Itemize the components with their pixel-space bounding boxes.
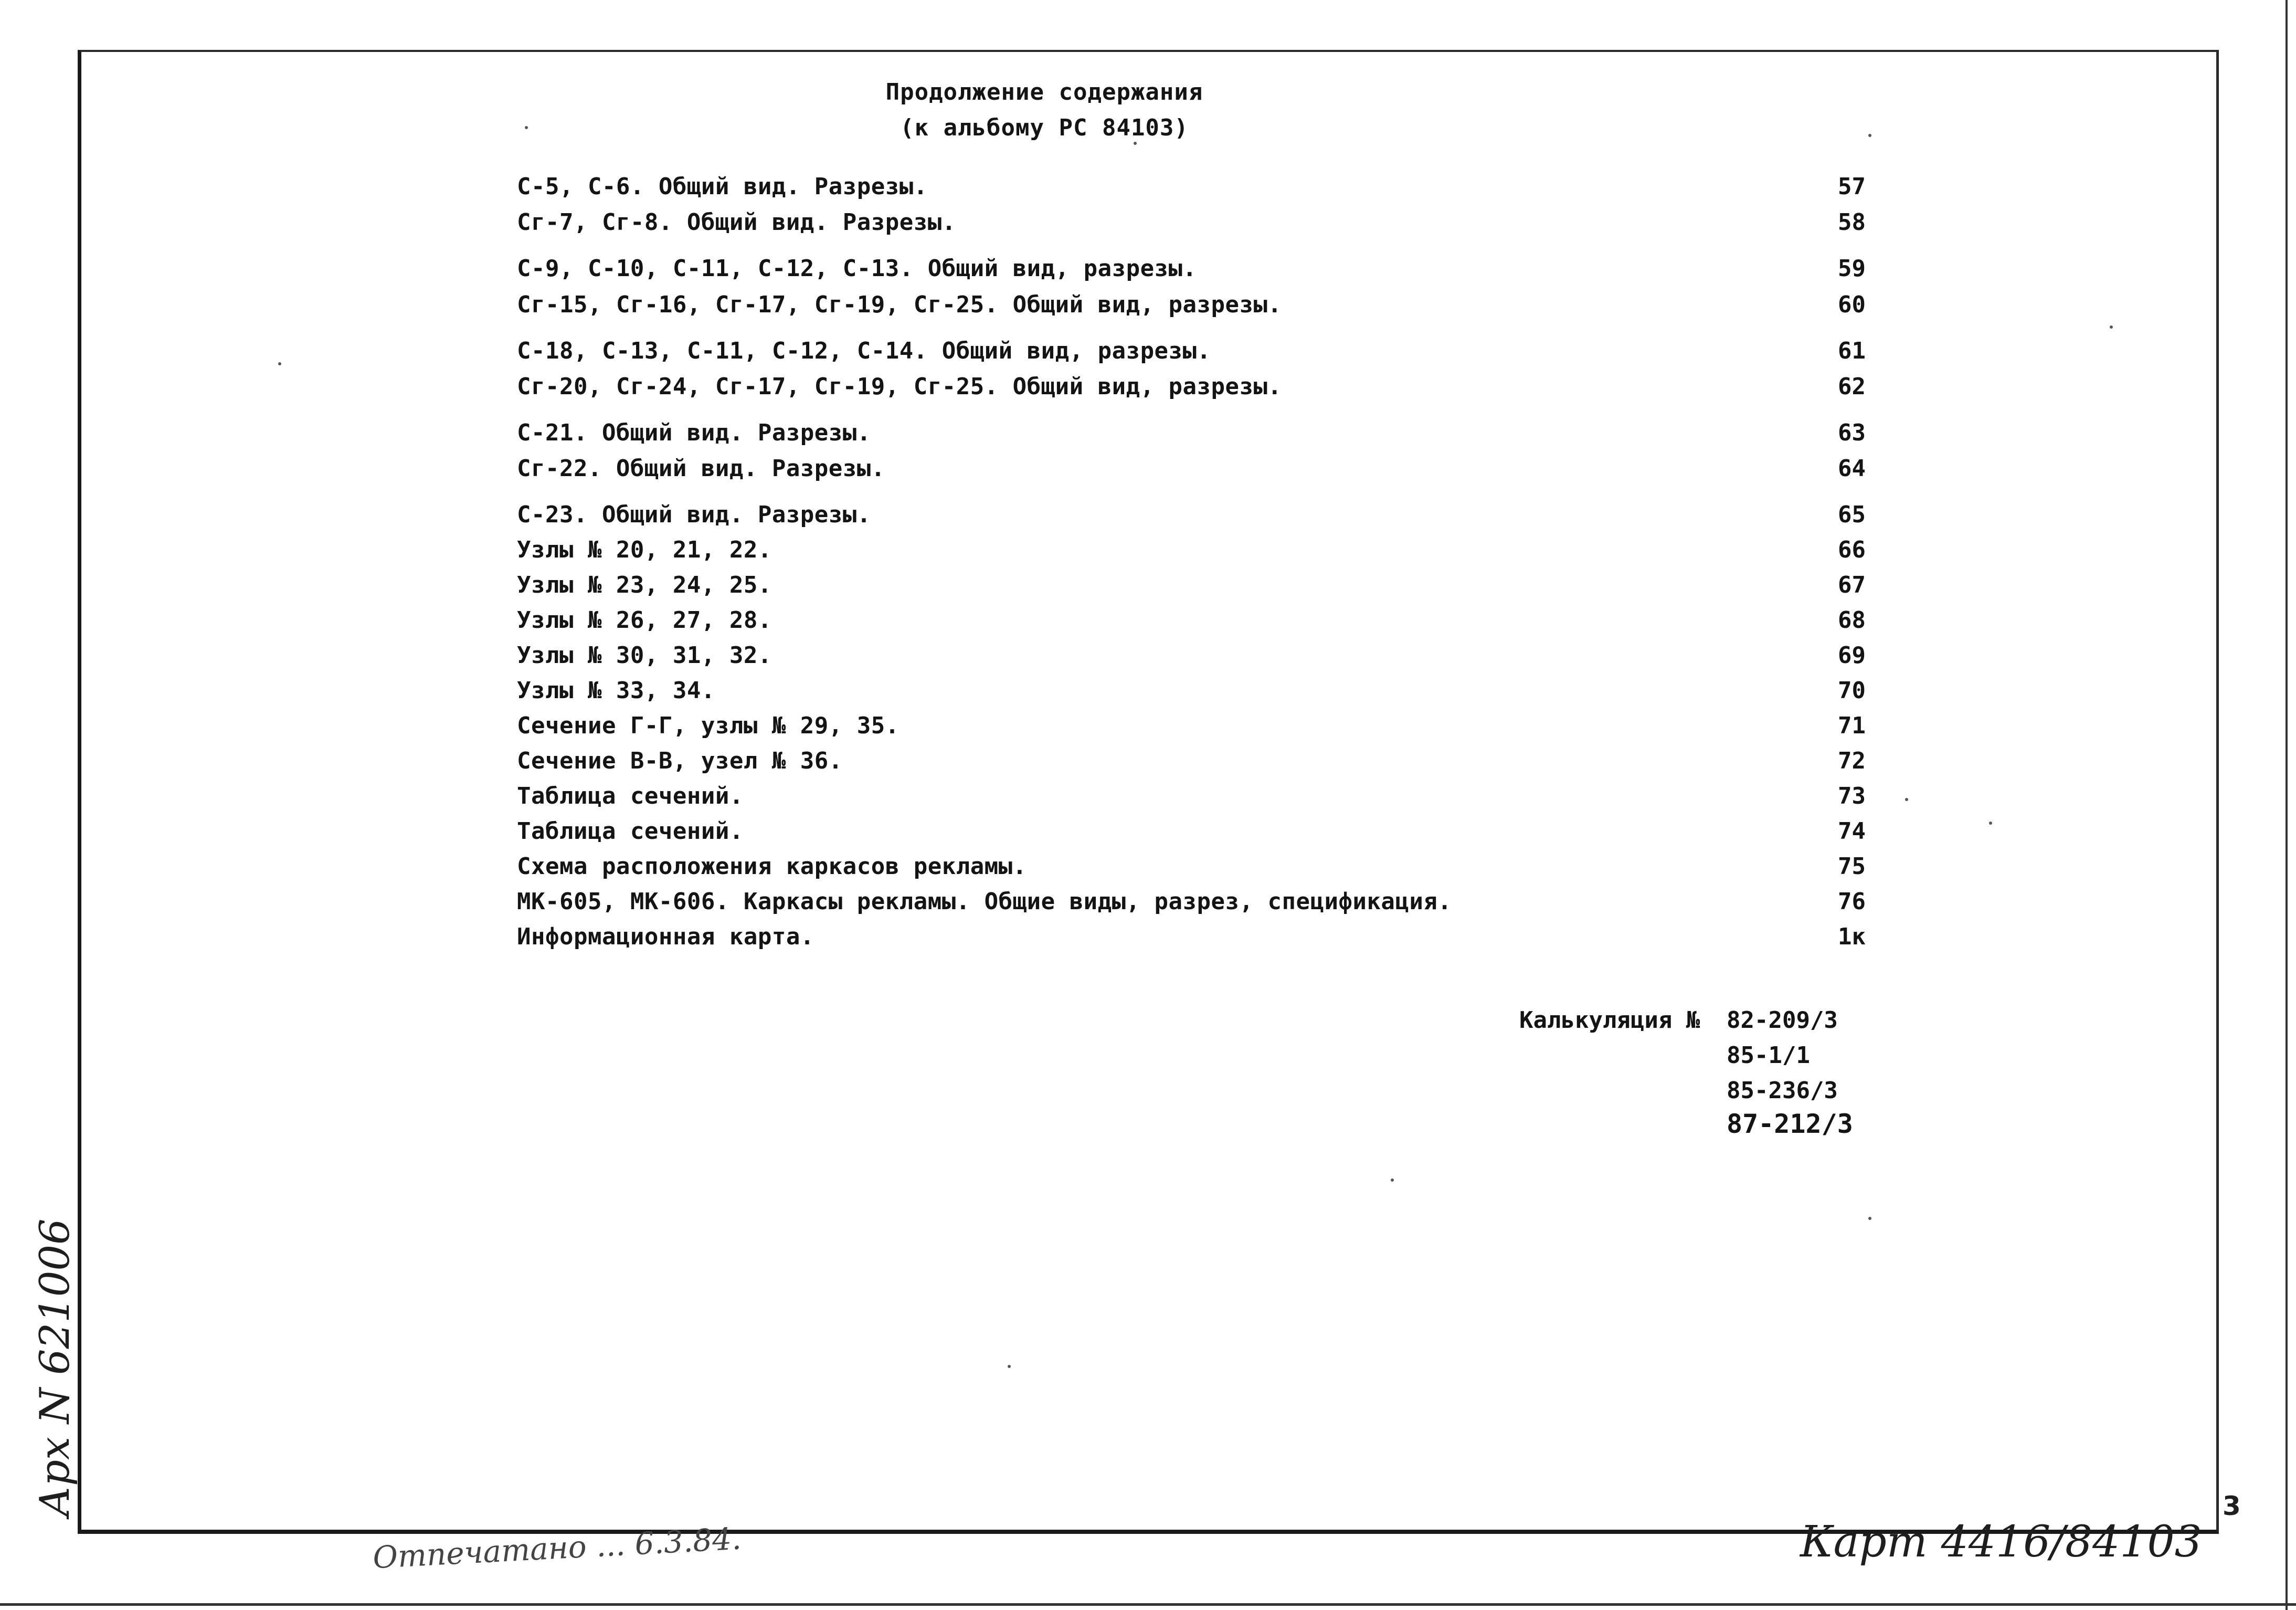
toc-row [517, 291, 1866, 325]
toc-text: С-23. Общий вид. Разрезы. [517, 501, 871, 528]
toc-text: Информационная карта. [517, 923, 814, 950]
toc-page: 63 [1838, 419, 1866, 446]
toc-row [517, 373, 1866, 407]
toc-text: С-21. Общий вид. Разрезы. [517, 419, 871, 446]
scan-speck [1134, 142, 1137, 145]
toc-text: Сг-7, Сг-8. Общий вид. Разрезы. [517, 209, 956, 236]
toc-page: 73 [1838, 783, 1866, 809]
scan-speck [1905, 798, 1908, 801]
scan-speck [1008, 1365, 1011, 1368]
heading-line-2: (к альбому РС 84103) [900, 114, 1189, 141]
toc-page: 59 [1838, 255, 1866, 282]
toc-page: 58 [1838, 209, 1866, 236]
toc-page: 65 [1838, 501, 1866, 528]
toc-row [517, 338, 1866, 371]
toc-text: С-5, С-6. Общий вид. Разрезы. [517, 173, 928, 200]
toc-text: Таблица сечений. [517, 783, 744, 809]
toc-row [517, 173, 1866, 207]
toc-page: 67 [1838, 572, 1866, 598]
toc-page: 72 [1838, 748, 1866, 774]
card-number-handwritten: Карт 4416/84103 [1800, 1517, 2202, 1567]
toc-text: Узлы № 33, 34. [517, 677, 715, 704]
scan-speck [1391, 1178, 1394, 1182]
scan-speck [2110, 325, 2113, 329]
toc-text: Сг-15, Сг-16, Сг-17, Сг-19, Сг-25. Общий вид, разрезы. [517, 291, 1282, 318]
toc-row [517, 712, 1866, 746]
toc-text: С-9, С-10, С-11, С-12, С-13. Общий вид, разрезы. [517, 255, 1197, 282]
toc-row [517, 818, 1866, 851]
sheet-edge-bottom [0, 1603, 2296, 1606]
toc-page: 57 [1838, 173, 1866, 200]
calculation-number: 82-209/3 [1727, 1007, 1838, 1034]
toc-page: 61 [1838, 338, 1866, 364]
heading-line-1: Продолжение содержания [885, 79, 1203, 106]
toc-page: 60 [1838, 291, 1866, 318]
toc-row [517, 923, 1866, 957]
toc-text: Узлы № 20, 21, 22. [517, 536, 772, 563]
scan-speck [1868, 1217, 1871, 1220]
toc-text: Сг-20, Сг-24, Сг-17, Сг-19, Сг-25. Общий вид, разрезы. [517, 373, 1282, 400]
sheet-edge-right [2286, 0, 2288, 1610]
toc-row [517, 536, 1866, 570]
toc-row [517, 455, 1866, 489]
calculation-label: Калькуляция № [1519, 1007, 1700, 1034]
toc-text: Таблица сечений. [517, 818, 744, 845]
toc-row [517, 419, 1866, 453]
scan-speck [1989, 822, 1992, 825]
scan-speck [1868, 134, 1871, 137]
toc-page: 1к [1838, 923, 1866, 950]
toc-text: Сечение Г-Г, узлы № 29, 35. [517, 712, 900, 739]
sheet-number: 3 [2223, 1491, 2241, 1521]
toc-page: 64 [1838, 455, 1866, 482]
toc-text: С-18, С-13, С-11, С-12, С-14. Общий вид, разрезы. [517, 338, 1211, 364]
toc-text: Узлы № 30, 31, 32. [517, 642, 772, 669]
toc-row [517, 572, 1866, 605]
toc-row [517, 642, 1866, 676]
toc-text: Узлы № 23, 24, 25. [517, 572, 772, 598]
toc-text: Схема расположения каркасов рекламы. [517, 853, 1027, 880]
toc-row [517, 853, 1866, 887]
toc-page: 66 [1838, 536, 1866, 563]
toc-row [517, 748, 1866, 781]
archive-number-handwritten: Арх N 621006 [31, 1218, 79, 1517]
toc-row [517, 255, 1866, 289]
scan-speck [525, 126, 528, 129]
toc-page: 76 [1838, 888, 1866, 915]
toc-page: 71 [1838, 712, 1866, 739]
calculation-number: 85-236/3 [1727, 1077, 1838, 1104]
toc-page: 74 [1838, 818, 1866, 845]
toc-page: 75 [1838, 853, 1866, 880]
scan-speck [278, 362, 281, 365]
handwritten-note: Отпечатано ... 6.3.84. [372, 1520, 742, 1576]
toc-row [517, 607, 1866, 640]
toc-page: 70 [1838, 677, 1866, 704]
toc-row [517, 783, 1866, 816]
toc-page: 68 [1838, 607, 1866, 634]
calculation-number: 87-212/3 [1727, 1109, 1853, 1139]
toc-row [517, 501, 1866, 535]
toc-text: Сг-22. Общий вид. Разрезы. [517, 455, 885, 482]
toc-row [517, 888, 1866, 922]
toc-text: Узлы № 26, 27, 28. [517, 607, 772, 634]
toc-text: МК-605, МК-606. Каркасы рекламы. Общие виды, разрез, спецификация. [517, 888, 1452, 915]
toc-text: Сечение В-В, узел № 36. [517, 748, 843, 774]
toc-page: 62 [1838, 373, 1866, 400]
toc-page: 69 [1838, 642, 1866, 669]
calculation-number: 85-1/1 [1727, 1042, 1810, 1069]
toc-row [517, 209, 1866, 243]
toc-row [517, 677, 1866, 711]
